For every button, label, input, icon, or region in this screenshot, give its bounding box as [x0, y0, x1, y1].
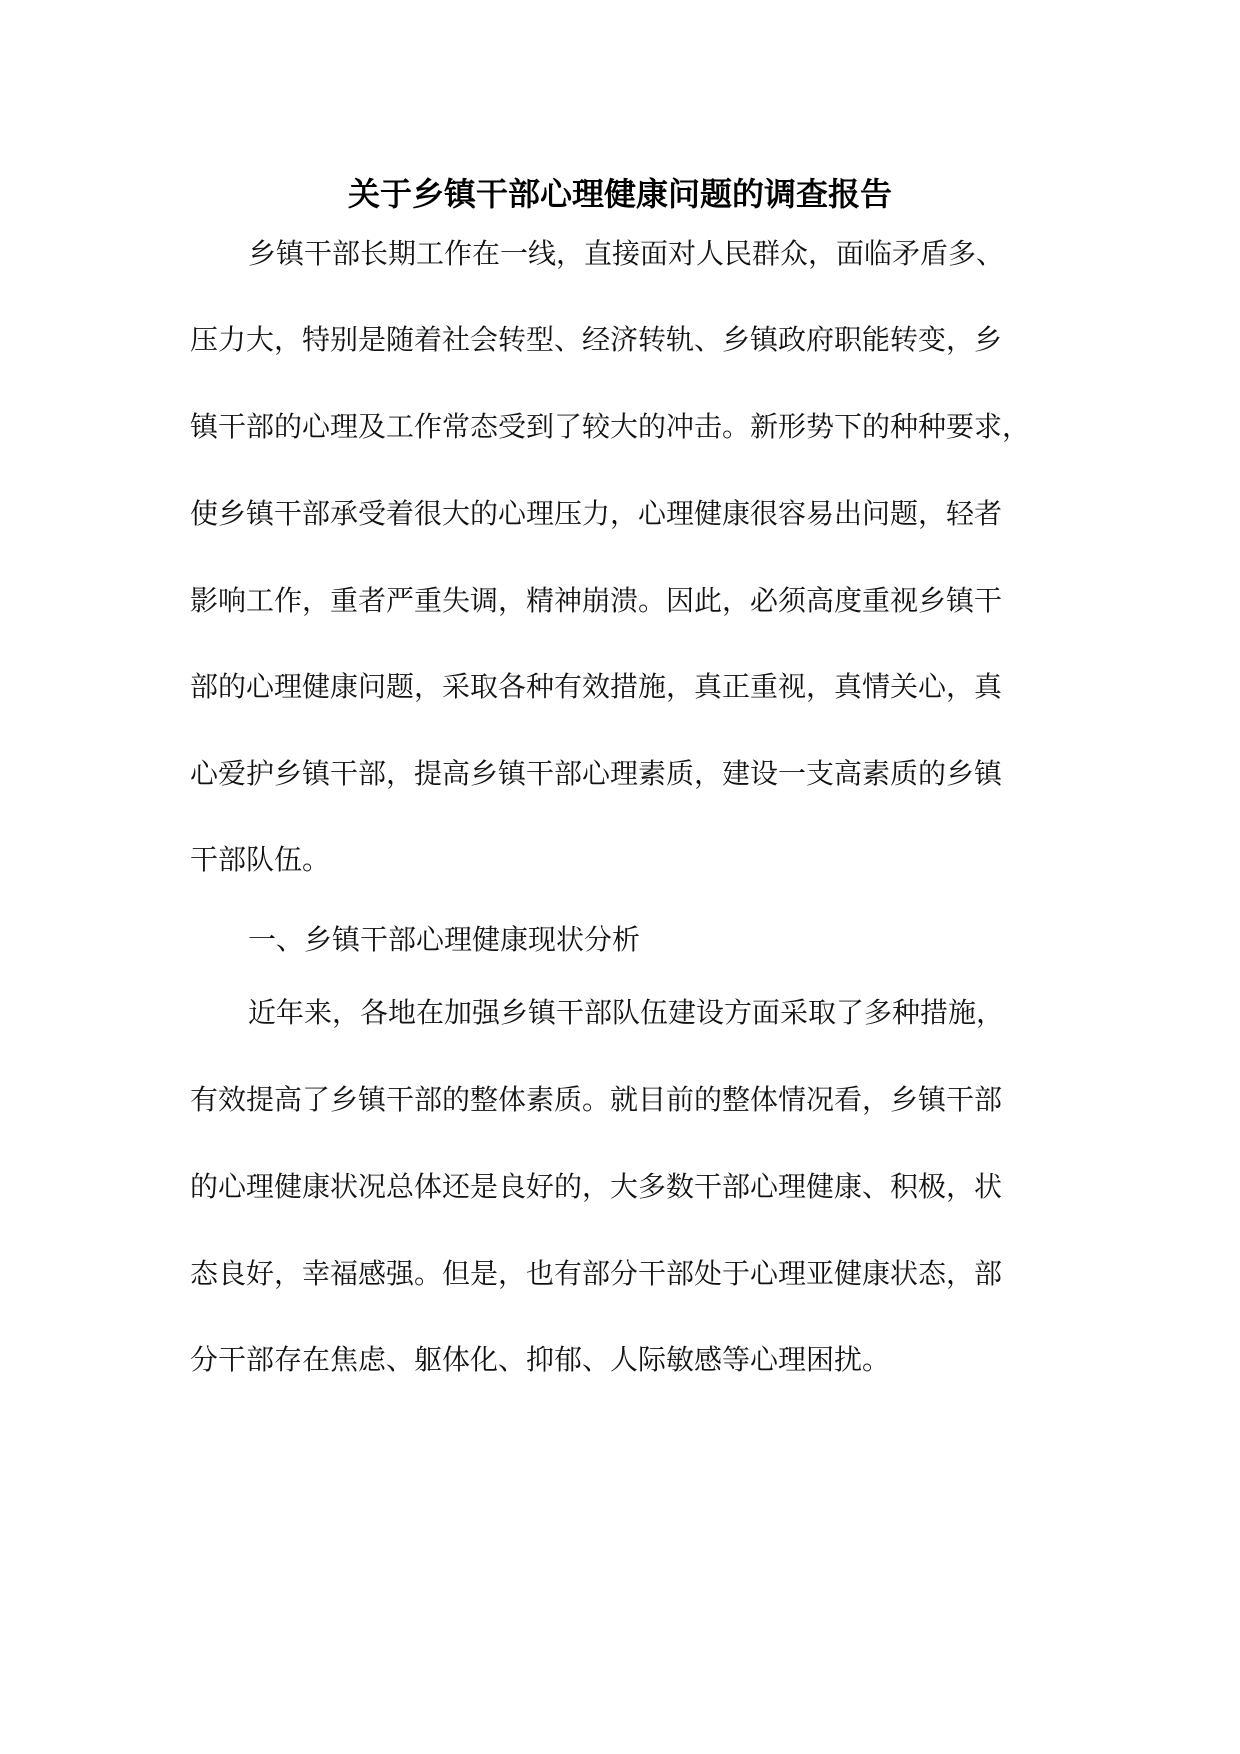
section-paragraph-line-5: 分干部存在焦虑、躯体化、抑郁、人际敏感等心理困扰。: [190, 1343, 891, 1376]
section-paragraph-line-3: 的心理健康状况总体还是良好的，大多数干部心理健康、积极，状: [190, 1170, 1003, 1203]
section-paragraph-line-2: 有效提高了乡镇干部的整体素质。就目前的整体情况看，乡镇干部: [190, 1083, 1003, 1116]
intro-paragraph-line-6: 部的心理健康问题，采取各种有效措施，真正重视，真情关心，真: [190, 670, 1003, 703]
intro-paragraph-line-8: 干部队伍。: [190, 843, 331, 876]
intro-paragraph-line-4: 使乡镇干部承受着很大的心理压力，心理健康很容易出问题，轻者: [190, 497, 1003, 530]
intro-paragraph-line-3: 镇干部的心理及工作常态受到了较大的冲击。新形势下的种种要求，: [190, 410, 1031, 443]
intro-paragraph-line-7: 心爱护乡镇干部，提高乡镇干部心理素质，建设一支高素质的乡镇: [190, 757, 1003, 790]
section-paragraph-line-1: 近年来，各地在加强乡镇干部队伍建设方面采取了多种措施，: [248, 996, 1005, 1029]
document-title: 关于乡镇干部心理健康问题的调查报告: [347, 175, 892, 213]
intro-paragraph-line-1: 乡镇干部长期工作在一线，直接面对人民群众，面临矛盾多、: [248, 237, 1005, 270]
intro-paragraph-line-5: 影响工作，重者严重失调，精神崩溃。因此，必须高度重视乡镇干: [190, 584, 1003, 617]
section-paragraph-line-4: 态良好，幸福感强。但是，也有部分干部处于心理亚健康状态，部: [190, 1257, 1003, 1290]
section-heading: 一、乡镇干部心理健康现状分析: [248, 923, 641, 956]
intro-paragraph-line-2: 压力大，特别是随着社会转型、经济转轨、乡镇政府职能转变，乡: [190, 323, 1003, 356]
